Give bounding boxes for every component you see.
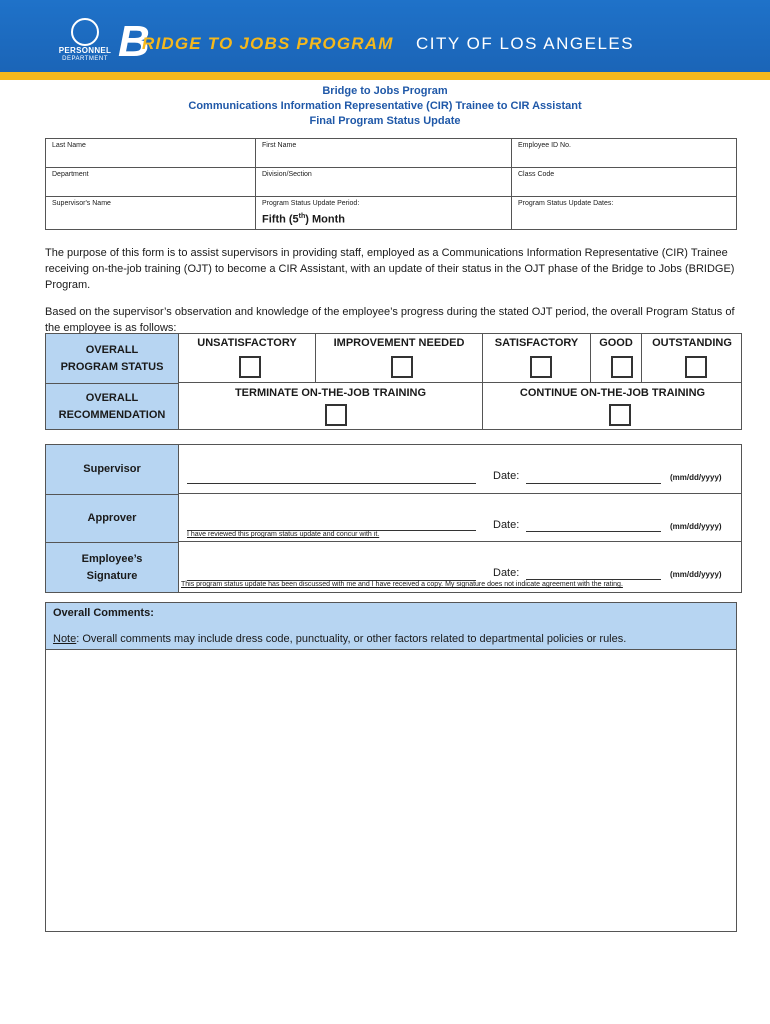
option-outstanding: OUTSTANDING	[652, 337, 732, 349]
brand-title: RIDGE TO JOBS PROGRAM	[142, 34, 394, 53]
status-table	[45, 333, 742, 430]
option-improvement-needed: IMPROVEMENT NEEDED	[333, 337, 465, 349]
form-titles	[0, 84, 770, 129]
comments-title: Overall Comments:	[53, 607, 154, 619]
terminate-checkbox[interactable]	[325, 404, 347, 426]
logo-line1: PERSONNEL	[58, 46, 112, 55]
comments-note: Note: Overall comments may include dress code, punctuality, or other factors related to departmental policies or rules.	[53, 633, 627, 645]
basis-paragraph: Based on the supervisor’s observation and knowledge of the employee’s progress during the stated OJT period, the overall Program Status of the employee is as follows:	[45, 306, 735, 334]
supervisor-name-field[interactable]	[46, 197, 256, 230]
title-line1: Bridge to Jobs Program	[322, 85, 448, 97]
last-name-field[interactable]	[46, 139, 256, 168]
first-name-field[interactable]	[256, 139, 512, 168]
department-field[interactable]	[46, 168, 256, 197]
comments-header	[46, 603, 736, 650]
divider	[179, 541, 742, 542]
first-name-label: First Name	[262, 142, 297, 149]
title-line2: Communications Information Representative (CIR) Trainee to CIR Assistant	[188, 100, 582, 112]
class-code-label: Class Code	[518, 171, 555, 178]
employee-info-table	[45, 138, 737, 230]
logo-line2: DEPARTMENT	[62, 56, 108, 62]
division-label: Division/Section	[262, 171, 312, 178]
approver-label: Approver	[46, 494, 179, 542]
city-seal-icon	[71, 18, 99, 46]
period-field	[256, 197, 512, 230]
employee-id-field[interactable]	[512, 139, 737, 168]
last-name-label: Last Name	[52, 142, 86, 149]
period-value: Fifth (5th) Month	[262, 213, 345, 226]
comments-input-area[interactable]	[46, 650, 736, 931]
improvement-needed-checkbox[interactable]	[391, 356, 413, 378]
approver-date-label: Date:	[493, 519, 520, 531]
program-status-label: OVERALL PROGRAM STATUS	[46, 334, 179, 383]
banner-stripe	[0, 72, 770, 80]
approver-note: I have reviewed this program status update and concur with it.	[187, 531, 380, 538]
employee-note: This program status update has been discussed with me and I have received a copy. My signature does not indicate agreement with the rating.	[181, 581, 623, 588]
supervisor-label: Supervisor	[46, 445, 179, 494]
purpose-paragraph: The purpose of this form is to assist supervisors in providing staff, employed as a Communications Information Representative (CIR) Trainee receiving on-the-job training (OJT) to become a CIR Assistant, with an update of their status in the OJT phase of the Bridge to Jobs (BRIDGE) Program.	[45, 247, 735, 291]
signature-table	[45, 444, 742, 593]
divider	[179, 382, 742, 383]
dates-label: Program Status Update Dates:	[518, 200, 614, 207]
supervisor-signature-line[interactable]	[187, 483, 476, 484]
brand-city: CITY OF LOS ANGELES	[416, 34, 635, 53]
header-banner	[0, 0, 770, 80]
option-unsatisfactory: UNSATISFACTORY	[197, 337, 297, 349]
brand-letter: B	[118, 17, 150, 66]
comments-box	[45, 602, 737, 932]
dates-field[interactable]	[512, 197, 737, 230]
good-checkbox[interactable]	[611, 356, 633, 378]
option-satisfactory: SATISFACTORY	[494, 337, 579, 349]
option-good: GOOD	[599, 337, 633, 349]
supervisor-date-line[interactable]	[526, 483, 661, 484]
personnel-logo	[55, 18, 115, 62]
department-label: Department	[52, 171, 89, 178]
employee-date-label: Date:	[493, 567, 520, 579]
divider	[179, 493, 742, 494]
supervisor-date-label: Date:	[493, 470, 520, 482]
division-field[interactable]	[256, 168, 512, 197]
period-label: Program Status Update Period:	[262, 200, 360, 207]
approver-date-format: (mm/dd/yyyy)	[670, 522, 722, 531]
option-terminate: TERMINATE ON-THE-JOB TRAINING	[234, 387, 427, 399]
title-line3: Final Program Status Update	[309, 115, 461, 127]
employee-signature-label: Employee’s Signature	[46, 542, 179, 592]
approver-date-line[interactable]	[526, 531, 661, 532]
supervisor-date-format: (mm/dd/yyyy)	[670, 473, 722, 482]
employee-date-format: (mm/dd/yyyy)	[670, 570, 722, 579]
unsatisfactory-checkbox[interactable]	[239, 356, 261, 378]
outstanding-checkbox[interactable]	[685, 356, 707, 378]
option-continue: CONTINUE ON-THE-JOB TRAINING	[519, 387, 706, 399]
employee-id-label: Employee ID No.	[518, 142, 571, 149]
supervisor-name-label: Supervisor's Name	[52, 200, 111, 207]
continue-checkbox[interactable]	[609, 404, 631, 426]
recommendation-label: OVERALL RECOMMENDATION	[46, 383, 179, 429]
satisfactory-checkbox[interactable]	[530, 356, 552, 378]
employee-date-line[interactable]	[526, 579, 661, 580]
class-code-field[interactable]	[512, 168, 737, 197]
